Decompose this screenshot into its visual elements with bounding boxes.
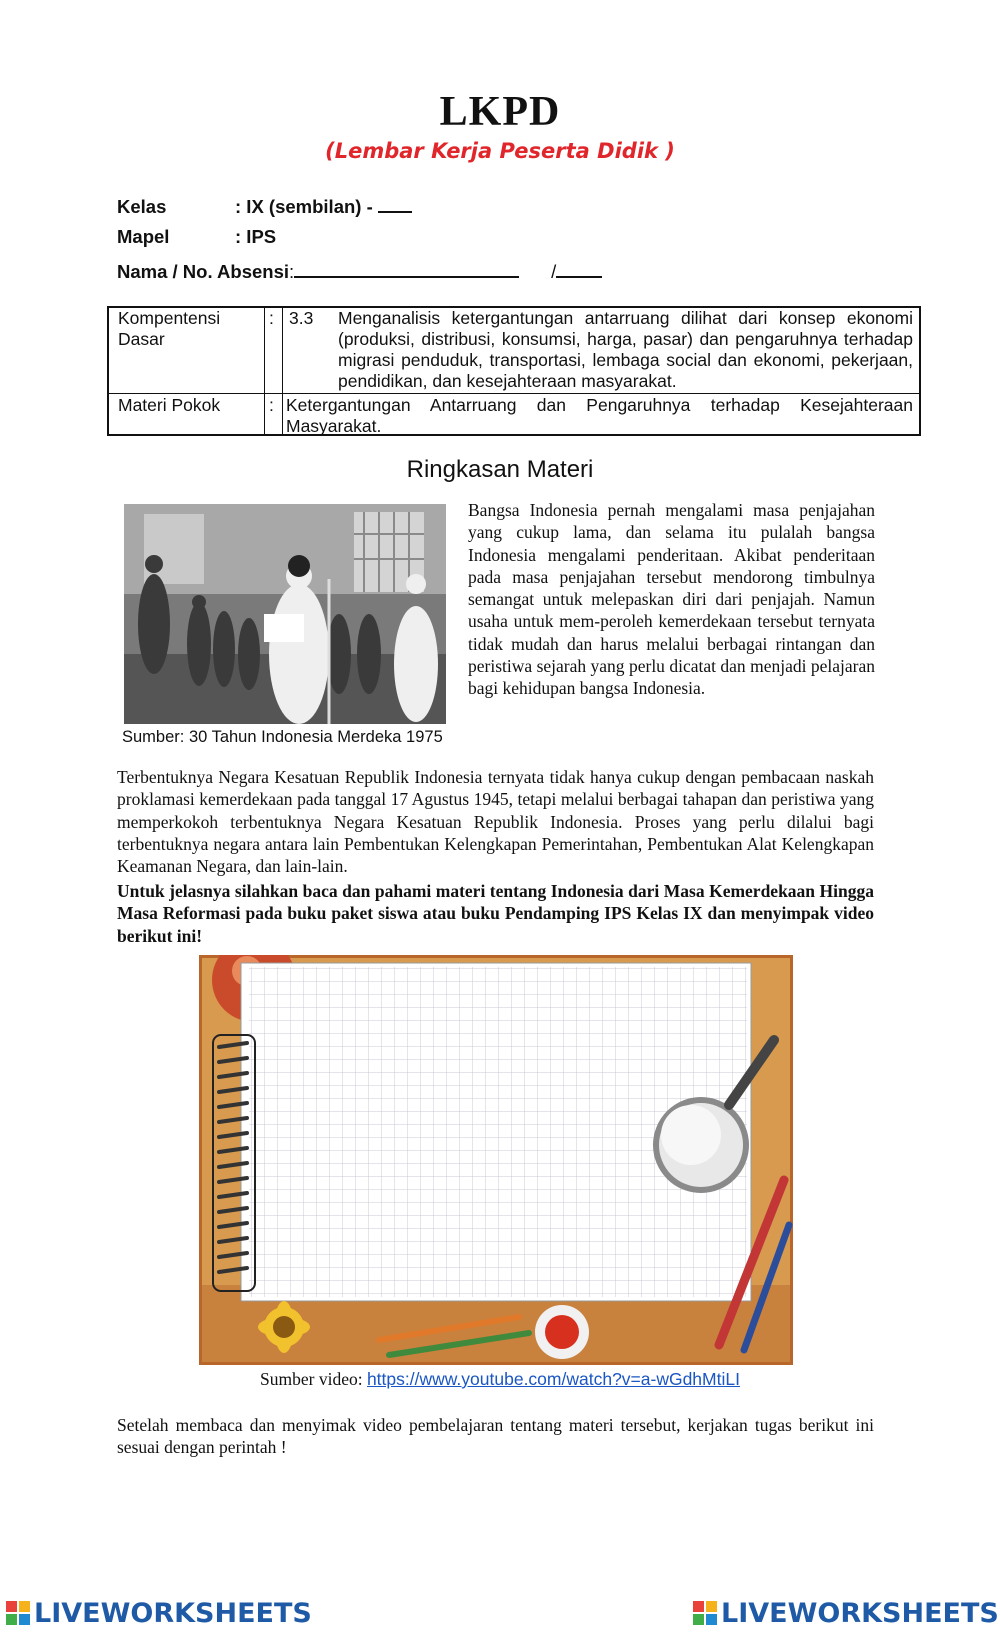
ringkasan-heading: Ringkasan Materi — [406, 456, 594, 483]
nama-row — [117, 258, 602, 283]
body-paragraph: Terbentuknya Negara Kesatuan Republik Indonesia ternyata tidak hanya cukup dengan pembacaan naskah proklamasi kemerdekaan pada tanggal 17 Agustus 1945, tetapi melalui berbagai tahapan dan peristiwa yang memperkokoh terbentuknya Negara Kesatuan Republik Indonesia. Proses yang perlu dilalui bagi terbentuknya negara antara lain Pembentukan Kelengkapan Pemerintahan, Pembentukan Alat Kelengkapan Keamanan Negara, dan lain-lain. — [117, 767, 874, 877]
page-title: LKPD — [439, 89, 561, 135]
liveworksheets-wordmark: LIVEWORKSHEETS — [34, 1597, 312, 1629]
kelas-row — [117, 193, 412, 218]
nama-blank-field[interactable] — [294, 258, 519, 278]
video-source — [0, 1369, 1000, 1390]
video-frame[interactable] — [199, 955, 793, 1365]
proklamasi-photo — [124, 504, 446, 724]
page-subtitle: (Lembar Kerja Peserta Didik ) — [325, 139, 675, 163]
liveworksheets-logo-right — [693, 1596, 999, 1630]
liveworksheets-icon — [6, 1601, 30, 1625]
kelas-value: : IX (sembilan) - — [235, 196, 378, 217]
photo-caption: Sumber: 30 Tahun Indonesia Merdeka 1975 — [122, 728, 443, 746]
video-link[interactable]: https://www.youtube.com/watch?v=a-wGdhMtiLI — [366, 1369, 740, 1389]
kompetensi-value: Menganalisis ketergantungan antarruang dilihat dari konsep ekonomi (produksi, distribusi, konsumsi, harga, pasar) dan pengaruhnya terhadap migrasi penduduk, transportasi, lembaga social dan ekonomi, pekerjaan, pendidikan, dan kesejahteraan masyarakat. — [338, 308, 913, 391]
kompetensi-table — [107, 306, 921, 436]
kompetensi-colon: : — [269, 308, 274, 328]
instruction-paragraph: Untuk jelasnya silahkan baca dan pahami materi tentang Indonesia dari Masa Kemerdekaan Hingga Masa Reformasi pada buku paket siswa atau buku Pendamping IPS Kelas IX dan menyimpak video berikut ini! — [117, 881, 874, 946]
mapel-label: Mapel — [117, 226, 170, 247]
intro-paragraph: Bangsa Indonesia pernah mengalami masa penjajahan yang cukup lama, dan selama itu pulalah bangsa Indonesia mengalami penderitaan. Akibat penderitaan pada masa penjajahan tersebut mendorong timbulnya semangat untuk melepaskan diri dari penjajah. Namun usaha untuk mem-peroleh kemerdekaan tersebut ternyata tidak mudah dan harus melalui berbagai rintangan dan peristiwa sejarah yang perlu dicatat dan menjadi pelajaran bagi kehidupan bangsa Indonesia. — [468, 500, 875, 699]
closing-paragraph: Setelah membaca dan menyimak video pembelajaran tentang materi tersebut, kerjakan tugas berikut ini sesuai dengan perintah ! — [117, 1415, 874, 1458]
kelas-label: Kelas — [117, 196, 167, 217]
absen-blank-field[interactable] — [556, 258, 602, 278]
liveworksheets-icon — [693, 1601, 717, 1625]
materi-value: Ketergantungan Antarruang dan Pengaruhnya terhadap Kesejahteraan Masyarakat. — [286, 395, 913, 436]
absen-slash: / — [551, 261, 557, 282]
materi-colon: : — [269, 395, 274, 415]
materi-label: Materi Pokok — [118, 395, 221, 415]
nama-label: Nama / No. Absensi — [117, 261, 290, 282]
video-source-label: Sumber video: — [260, 1369, 367, 1389]
liveworksheets-logo-left — [6, 1596, 312, 1630]
mapel-value: : IPS — [235, 226, 277, 247]
nama-colon: : — [289, 261, 295, 282]
kompetensi-number: 3.3 — [289, 308, 314, 328]
mapel-row — [117, 226, 276, 248]
kelas-blank-field[interactable] — [378, 193, 412, 213]
liveworksheets-wordmark: LIVEWORKSHEETS — [721, 1597, 999, 1629]
kompetensi-label: Kompentensi Dasar — [118, 308, 221, 349]
